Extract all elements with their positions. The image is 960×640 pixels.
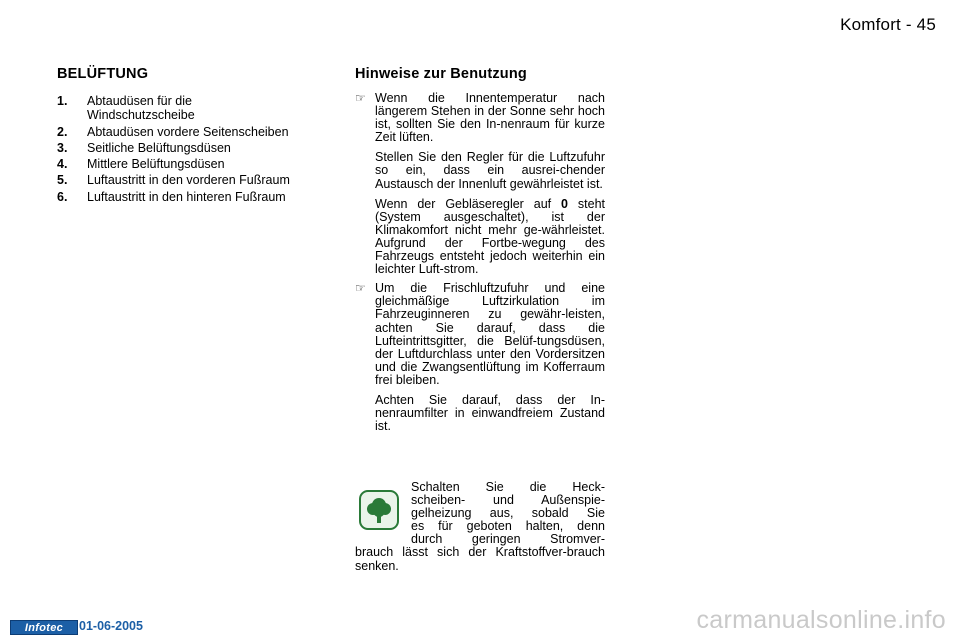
eco-tip-line: gelheizung aus, sobald Sie bbox=[411, 506, 605, 521]
vent-item-number: 6. bbox=[57, 189, 68, 204]
vent-item-5 bbox=[57, 173, 297, 187]
vent-item-number: 3. bbox=[57, 140, 68, 155]
hint-paragraph: Stellen Sie den Regler für die Luftzufuhr so ein, dass ein ausrei-chender Austausch der Innenluft gewährleistet ist. bbox=[375, 150, 605, 191]
hint-paragraph bbox=[375, 198, 605, 277]
site-watermark: carmanualsonline.info bbox=[696, 606, 946, 634]
eco-tip-line: Schalten Sie die Heck- bbox=[411, 480, 605, 494]
hint-paragraph: Achten Sie darauf, dass der In-nenraumfilter in einwandfreiem Zustand ist. bbox=[375, 392, 605, 434]
vent-item-6 bbox=[57, 190, 297, 204]
vent-list bbox=[57, 94, 297, 204]
edition-date: 01-06-2005 bbox=[79, 619, 143, 633]
eco-tip bbox=[355, 481, 605, 573]
hint-text: Wenn der Gebläseregler auf bbox=[375, 196, 562, 211]
hint-text: steht (System ausgeschaltet), ist der Klimakomfort nicht mehr ge-währleistet. Aufgrund der Fortbe-wegung des Fahrzeugs entsteht jedoch weiterhin ein leichter Luft-strom. bbox=[375, 196, 605, 277]
pointing-hand-icon: ☞ bbox=[355, 91, 366, 105]
vent-item-text: Luftaustritt in den hinteren Fußraum bbox=[87, 189, 286, 204]
ventilation-title: BELÜFTUNG bbox=[57, 66, 149, 82]
hint-bold-value: 0 bbox=[561, 196, 568, 211]
eco-tip-text bbox=[411, 481, 605, 546]
vent-item-text: Abtaudüsen für die Windschutzscheibe bbox=[87, 94, 195, 123]
vent-item-text: Abtaudüsen vordere Seitenscheiben bbox=[87, 124, 289, 139]
infotec-logo: Infotec bbox=[10, 620, 78, 635]
pointing-hand-icon: ☞ bbox=[355, 281, 366, 296]
vent-item-4 bbox=[57, 157, 297, 171]
eco-tip-line: scheiben- und Außenspie- bbox=[411, 493, 605, 508]
hint-fresh-air bbox=[355, 282, 605, 433]
vent-item-1 bbox=[57, 94, 297, 123]
tree-icon bbox=[359, 490, 399, 530]
usage-hints-section bbox=[355, 66, 605, 439]
eco-tip-row bbox=[355, 481, 605, 546]
vent-item-text: Mittlere Belüftungsdüsen bbox=[87, 157, 225, 172]
hint-paragraph: Um die Frischluftzufuhr und eine gleichmäßige Luftzirkulation im Fahrzeuginneren zu gewähr-leisten, achten Sie darauf, dass die Lufteintrittsgitter, die Belüf-tungsdüsen, der Luftdurchlass unter den Vordersitzen und die Zwangsentlüftung im Kofferraum frei bleiben. bbox=[375, 281, 605, 387]
vent-item-text: Luftaustritt in den vorderen Fußraum bbox=[87, 173, 290, 188]
vent-item-number: 2. bbox=[57, 124, 68, 139]
vent-item-text: Seitliche Belüftungsdüsen bbox=[87, 140, 231, 155]
eco-tip-line: durch geringen Stromver- bbox=[411, 532, 605, 547]
ventilation-section bbox=[57, 66, 297, 206]
vent-item-number: 4. bbox=[57, 157, 68, 172]
usage-hints-title: Hinweise zur Benutzung bbox=[355, 66, 527, 82]
eco-tip-line: es für geboten halten, denn bbox=[411, 519, 605, 534]
vent-item-number: 5. bbox=[57, 173, 68, 188]
vent-item-2 bbox=[57, 125, 297, 139]
eco-tip-tail: brauch lässt sich der Kraftstoffver-brauch senken. bbox=[355, 545, 605, 573]
vent-item-number: 1. bbox=[57, 94, 68, 108]
page-header: Komfort - 45 bbox=[840, 15, 936, 34]
vent-item-3 bbox=[57, 141, 297, 155]
hint-paragraph: Wenn die Innentemperatur nach längerem Stehen in der Sonne sehr hoch ist, sollten Sie den In-nenraum für kurze Zeit lüften. bbox=[375, 91, 605, 145]
hint-interior-temperature bbox=[355, 92, 605, 276]
